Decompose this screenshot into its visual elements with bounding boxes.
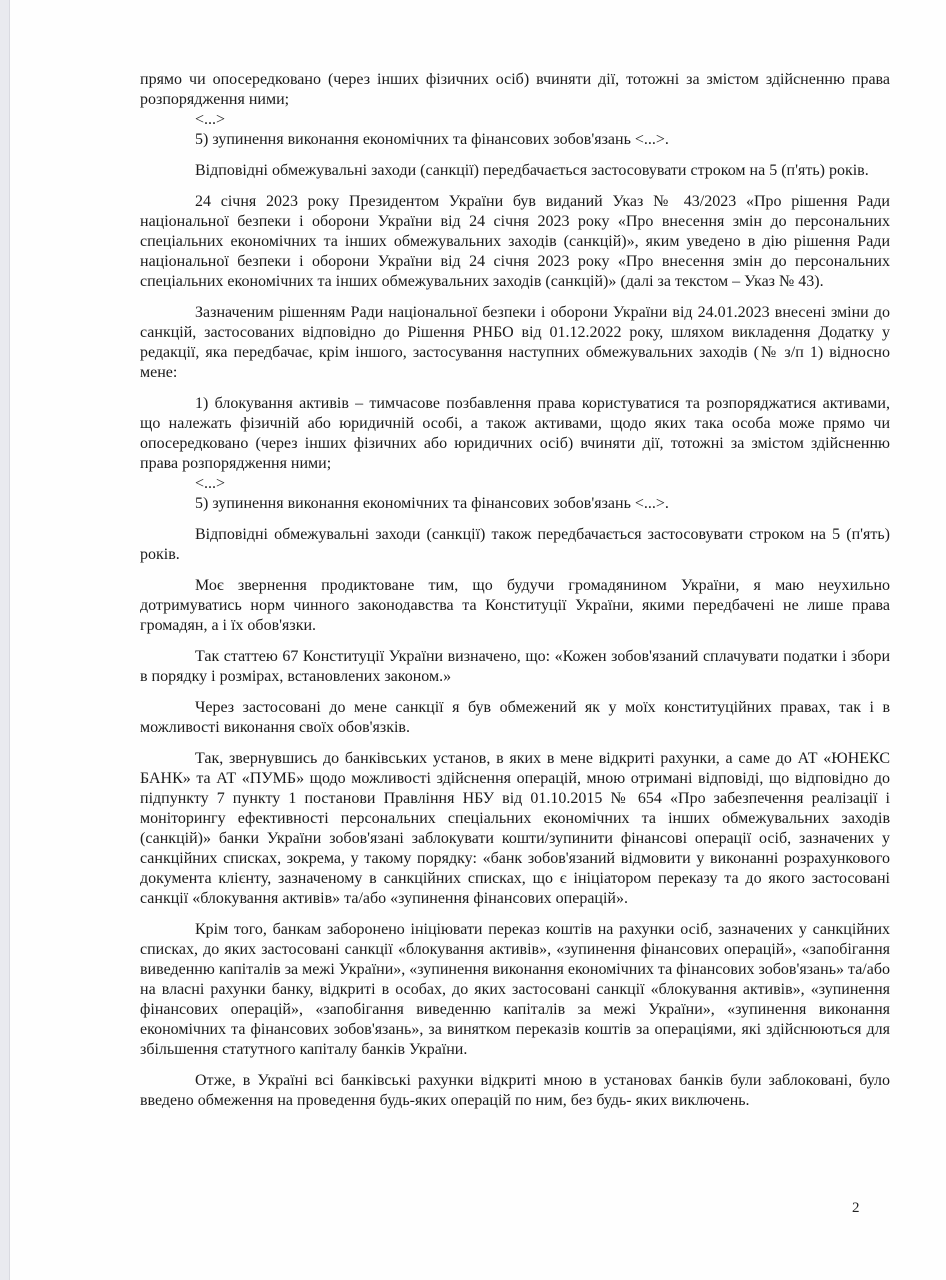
- paragraph: <...>: [195, 475, 226, 492]
- paragraph: Отже, в Україні всі банківські рахунки відкриті мною в установах банків були заблоковані, було введено обмеження на проведення будь-яких операцій по ним, без будь- яких виключень.: [140, 1072, 890, 1109]
- paragraph: 24 січня 2023 року Президентом України був виданий Указ № 43/2023 «Про рішення Ради національної безпеки і оборони України від 24 січня 2023 року «Про внесення змін до персональних спеціальних економічних та інших обмежувальних заходів (санкцій)», яким уведено в дію рішення Ради національної безпеки і оборони України від 24 січня 2023 року «Про внесення змін до персональних спеціальних економічних та інших обмежувальних заходів (санкцій)» (далі за текстом – Указ № 43).: [140, 193, 890, 290]
- paragraph: 1) блокування активів – тимчасове позбавлення права користуватися та розпоряджатися активами, що належать фізичній або юридичній особі, а також активами, щодо яких така особа може прямо чи опосередковано (через інших фізичних або юридичних осіб) вчиняти дії, тотожні за змістом здійсненню права розпорядження ними;: [140, 395, 890, 472]
- paragraph: Відповідні обмежувальні заходи (санкції) передбачається застосовувати строком на 5 (п'ять) років.: [195, 162, 869, 179]
- paragraph: прямо чи опосередковано (через інших фізичних осіб) вчиняти дії, тотожні за змістом здійсненню права розпорядження ними;: [140, 71, 890, 108]
- paragraph: 5) зупинення виконання економічних та фінансових зобов'язань <...>.: [195, 495, 669, 512]
- paragraph: Моє звернення продиктоване тим, що будучи громадянином України, я маю неухильно дотримуватись норм чинного законодавства та Конституції України, якими передбачені не лише права громадян, а і їх обов'язки.: [140, 577, 890, 634]
- paragraph: <...>: [195, 111, 226, 128]
- paragraph: Зазначеним рішенням Ради національної безпеки і оборони України від 24.01.2023 внесені зміни до санкцій, застосованих відповідно до Рішення РНБО від 01.12.2022 року, шляхом викладення Додатку у редакції, яка передбачає, крім іншого, застосування наступних обмежувальних заходів (№ з/п 1) відносно мене:: [140, 304, 890, 381]
- paragraph: Так статтею 67 Конституції України визначено, що: «Кожен зобов'язаний сплачувати податки і збори в порядку і розмірах, встановлених законом.»: [140, 648, 890, 685]
- paragraph: Крім того, банкам заборонено ініціювати переказ коштів на рахунки осіб, зазначених у санкційних списках, до яких застосовані санкції «блокування активів», «зупинення фінансових операцій», «запобігання виведенню капіталів за межі України», «зупинення виконання економічних та фінансових зобов'язань» та/або на власні рахунки банку, відкриті в особах, до яких застосовані санкції «блокування активів», «зупинення фінансових операцій», «запобігання виведенню капіталів за межі України», «зупинення виконання економічних та фінансових зобов'язань», за винятком переказів коштів за операціями, які здійснюються для збільшення статутного капіталу банків України.: [140, 921, 890, 1058]
- paragraph: Через застосовані до мене санкції я був обмежений як у моїх конституційних правах, так і в можливості виконання своїх обов'язків.: [140, 699, 890, 736]
- page-number: 2: [852, 1200, 860, 1216]
- paragraph: 5) зупинення виконання економічних та фінансових зобов'язань <...>.: [195, 131, 669, 148]
- paragraph: Відповідні обмежувальні заходи (санкції) також передбачається застосовувати строком на 5 (п'ять) років.: [140, 526, 890, 563]
- page-left-edge: [0, 0, 10, 1280]
- document-content: [140, 70, 890, 1111]
- paragraph: Так, звернувшись до банківських установ, в яких в мене відкриті рахунки, а саме до АТ «ЮНЕКС БАНК» та АТ «ПУМБ» щодо можливості здійснення операцій, мною отримані відповіді, що відповідно до підпункту 7 пункту 1 постанови Правління НБУ від 01.10.2015 № 654 «Про забезпечення реалізації і моніторингу ефективності персональних спеціальних економічних та інших обмежувальних заходів (санкцій)» банки України зобов'язані заблокувати кошти/зупинити фінансові операції осіб, зазначених у санкційних списках, зокрема, у такому порядку: «банк зобов'язаний відмовити у виконанні розрахункового документа клієнту, зазначеному в санкційних списках, що є ініціатором переказу та до якого застосовані санкції «блокування активів» та/або «зупинення фінансових операцій».: [140, 750, 890, 907]
